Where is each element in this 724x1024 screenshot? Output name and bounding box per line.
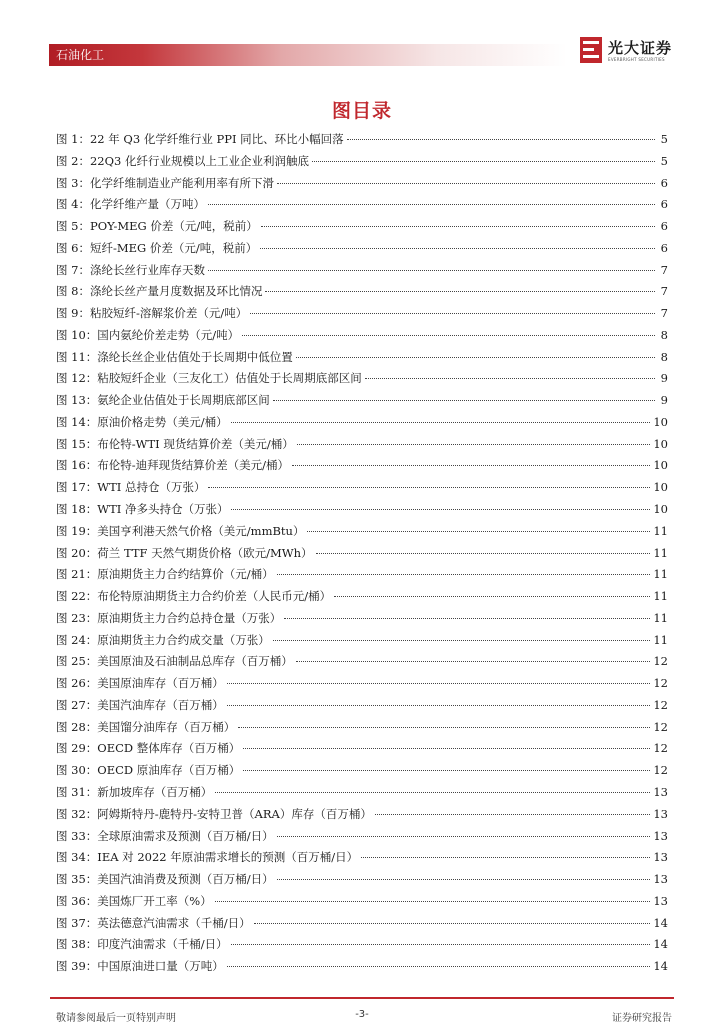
toc-entry[interactable] <box>56 303 668 325</box>
toc-leader-dots <box>347 138 655 140</box>
toc-entry-label: 图 23：原油期货主力合约总持仓量（万张） <box>56 610 282 625</box>
toc-entry[interactable] <box>56 412 668 434</box>
toc-leader-dots <box>292 464 650 466</box>
toc-leader-dots <box>242 334 655 336</box>
toc-leader-dots <box>208 269 655 271</box>
toc-leader-dots <box>208 486 650 488</box>
toc-entry-page: 7 <box>660 262 668 277</box>
toc-leader-dots <box>227 682 651 684</box>
toc-entry[interactable] <box>56 260 668 282</box>
toc-entry[interactable] <box>56 630 668 652</box>
toc-leader-dots <box>261 225 655 227</box>
toc-leader-dots <box>375 813 651 815</box>
toc-entry-label: 图 36：美国炼厂开工率（%） <box>56 893 212 908</box>
toc-leader-dots <box>208 203 655 205</box>
toc-entry[interactable] <box>56 499 668 521</box>
toc-entry-page: 7 <box>660 306 668 321</box>
toc-entry-label: 图 19：美国亨利港天然气价格（美元/mmBtu） <box>56 523 305 538</box>
toc-entry-label: 图 39：中国原油进口量（万吨） <box>56 959 224 974</box>
toc-entry-label: 图 9：粘胶短纤-溶解浆价差（元/吨） <box>56 306 248 321</box>
brand-logo-icon <box>580 37 602 63</box>
toc-entry-page: 6 <box>660 240 668 255</box>
toc-entry[interactable] <box>56 368 668 390</box>
toc-entry-page: 13 <box>653 850 668 865</box>
toc-entry-page: 5 <box>660 132 668 146</box>
toc-leader-dots <box>297 443 651 445</box>
brand-name: 光大证券 <box>608 39 673 57</box>
toc-entry[interactable] <box>56 543 668 565</box>
toc-entry-label: 图 34：IEA 对 2022 年原油需求增长的预测（百万桶/日） <box>56 850 359 865</box>
toc-entry[interactable] <box>56 695 668 717</box>
toc-entry-label: 图 5：POY-MEG 价差（元/吨，税前） <box>56 219 258 234</box>
toc-entry[interactable] <box>56 238 668 260</box>
toc-entry-label: 图 27：美国汽油库存（百万桶） <box>56 697 224 712</box>
toc-entry[interactable] <box>56 738 668 760</box>
toc-entry-page: 11 <box>653 523 668 538</box>
toc-entry-page: 11 <box>653 545 668 560</box>
toc-entry-page: 13 <box>653 893 668 908</box>
toc-leader-dots <box>312 160 655 162</box>
page-title: 图目录 <box>331 100 392 122</box>
toc-entry-label: 图 20：荷兰 TTF 天然气期货价格（欧元/MWh） <box>56 545 313 560</box>
toc-entry-page: 9 <box>660 393 668 408</box>
toc-leader-dots <box>273 399 655 401</box>
header-bar <box>49 44 567 66</box>
toc-entry-page: 13 <box>653 806 668 821</box>
toc-entry-label: 图 6：短纤-MEG 价差（元/吨，税前） <box>56 240 258 255</box>
page-number: -3- <box>355 1009 369 1020</box>
footer-divider <box>50 997 674 999</box>
toc-entry[interactable] <box>56 608 668 630</box>
toc-leader-dots <box>277 835 651 837</box>
toc-entry-page: 11 <box>653 610 668 625</box>
toc-leader-dots <box>307 530 650 532</box>
toc-entry[interactable] <box>56 151 668 173</box>
toc-entry[interactable] <box>56 956 668 978</box>
toc-entry-page: 11 <box>653 567 668 582</box>
toc-entry-label: 图 26：美国原油库存（百万桶） <box>56 676 224 691</box>
toc-entry-label: 图 11：涤纶长丝企业估值处于长周期中低位置 <box>56 349 293 364</box>
toc-entry-page: 10 <box>653 502 668 517</box>
toc-leader-dots <box>265 290 655 292</box>
toc-entry-page: 12 <box>653 741 668 756</box>
page-header <box>0 0 724 70</box>
brand-subtitle: EVERBRIGHT SECURITIES <box>608 57 665 62</box>
toc-leader-dots <box>215 900 651 902</box>
toc-entry-page: 6 <box>660 219 668 234</box>
toc-entry[interactable] <box>56 325 668 347</box>
toc-leader-dots <box>361 856 650 858</box>
toc-entry-label: 图 28：美国馏分油库存（百万桶） <box>56 719 236 734</box>
toc-entry[interactable] <box>56 782 668 804</box>
toc-leader-dots <box>296 660 651 662</box>
toc-entry-page: 12 <box>653 763 668 778</box>
toc-entry-page: 6 <box>660 197 668 212</box>
toc-leader-dots <box>284 617 650 619</box>
toc-entry-label: 图 3：化学纤维制造业产能利用率有所下滑 <box>56 175 274 190</box>
toc-entry-page: 12 <box>653 697 668 712</box>
toc-leader-dots <box>273 639 651 641</box>
toc-entry[interactable] <box>56 651 668 673</box>
toc-leader-dots <box>365 377 655 379</box>
toc-entry[interactable] <box>56 847 668 869</box>
toc-entry-label: 图 22：布伦特原油期货主力合约价差（人民币元/桶） <box>56 589 332 604</box>
toc-entry[interactable] <box>56 564 668 586</box>
toc-entry-label: 图 13：氨纶企业估值处于长周期底部区间 <box>56 393 270 408</box>
toc-entry-label: 图 2：22Q3 化纤行业规模以上工业企业利润触底 <box>56 153 310 168</box>
toc-entry[interactable] <box>56 173 668 195</box>
toc-entry[interactable] <box>56 194 668 216</box>
toc-entry[interactable] <box>56 586 668 608</box>
toc-entry[interactable] <box>56 869 668 891</box>
toc-entry-page: 5 <box>660 153 668 168</box>
toc-leader-dots <box>243 747 650 749</box>
toc-entry[interactable] <box>56 347 668 369</box>
toc-entry[interactable] <box>56 455 668 477</box>
toc-entry-page: 8 <box>660 349 668 364</box>
toc-entry-page: 6 <box>660 175 668 190</box>
toc-entry-label: 图 14：原油价格走势（美元/桶） <box>56 414 228 429</box>
toc-entry-page: 11 <box>653 589 668 604</box>
toc-leader-dots <box>215 791 650 793</box>
toc-leader-dots <box>316 552 651 554</box>
toc-entry-label: 图 29：OECD 整体库存（百万桶） <box>56 741 241 756</box>
toc-entry-page: 10 <box>653 436 668 451</box>
toc-leader-dots <box>260 247 655 249</box>
toc-entry[interactable] <box>56 129 668 151</box>
toc-entry[interactable] <box>56 477 668 499</box>
toc-entry[interactable] <box>56 760 668 782</box>
toc-entry-label: 图 30：OECD 原油库存（百万桶） <box>56 763 241 778</box>
toc-entry-page: 13 <box>653 828 668 843</box>
figure-list <box>56 129 668 978</box>
toc-entry[interactable] <box>56 913 668 935</box>
toc-leader-dots <box>334 595 650 597</box>
section-label: 石油化工 <box>56 48 105 62</box>
toc-entry-label: 图 15：布伦特-WTI 现货结算价差（美元/桶） <box>56 436 294 451</box>
toc-entry-page: 13 <box>653 872 668 887</box>
toc-leader-dots <box>243 769 650 771</box>
toc-entry-label: 图 38：印度汽油需求（千桶/日） <box>56 937 228 952</box>
toc-entry-label: 图 32：阿姆斯特丹-鹿特丹-安特卫普（ARA）库存（百万桶） <box>56 806 372 821</box>
toc-entry-page: 8 <box>660 327 668 342</box>
toc-leader-dots <box>231 943 651 945</box>
toc-entry-label: 图 16：布伦特-迪拜现货结算价差（美元/桶） <box>56 458 290 473</box>
toc-entry-page: 12 <box>653 676 668 691</box>
footer-disclaimer: 敬请参阅最后一页特别声明 <box>56 1013 176 1024</box>
toc-leader-dots <box>231 421 651 423</box>
toc-entry[interactable] <box>56 434 668 456</box>
toc-entry[interactable] <box>56 521 668 543</box>
brand-logo <box>580 37 680 67</box>
toc-entry-label: 图 24：原油期货主力合约成交量（万张） <box>56 632 270 647</box>
toc-entry-page: 14 <box>653 915 668 930</box>
toc-entry[interactable] <box>56 281 668 303</box>
toc-entry-page: 12 <box>653 654 668 669</box>
toc-entry-label: 图 17：WTI 总持仓（万张） <box>56 480 206 495</box>
toc-leader-dots <box>250 312 655 314</box>
toc-entry-label: 图 21：原油期货主力合约结算价（元/桶） <box>56 567 274 582</box>
toc-entry-label: 图 12：粘胶短纤企业（三友化工）估值处于长周期底部区间 <box>56 371 362 386</box>
toc-entry-page: 9 <box>660 371 668 386</box>
toc-entry-page: 12 <box>653 719 668 734</box>
toc-leader-dots <box>231 508 650 510</box>
toc-entry-page: 10 <box>653 480 668 495</box>
toc-entry-page: 14 <box>653 959 668 974</box>
toc-leader-dots <box>277 182 655 184</box>
toc-entry[interactable] <box>56 390 668 412</box>
toc-entry-label: 图 4：化学纤维产量（万吨） <box>56 197 205 212</box>
toc-entry-label: 图 37：英法德意汽油需求（千桶/日） <box>56 915 251 930</box>
toc-entry-label: 图 1：22 年 Q3 化学纤维行业 PPI 同比、环比小幅回落 <box>56 132 344 146</box>
toc-leader-dots <box>227 965 651 967</box>
toc-entry-label: 图 7：涤纶长丝行业库存天数 <box>56 262 205 277</box>
toc-leader-dots <box>254 922 651 924</box>
toc-entry[interactable] <box>56 717 668 739</box>
toc-entry-page: 14 <box>653 937 668 952</box>
toc-entry-label: 图 33：全球原油需求及预测（百万桶/日） <box>56 828 274 843</box>
toc-entry-label: 图 35：美国汽油消费及预测（百万桶/日） <box>56 872 274 887</box>
toc-entry-label: 图 25：美国原油及石油制品总库存（百万桶） <box>56 654 293 669</box>
toc-leader-dots <box>238 726 650 728</box>
toc-entry-page: 7 <box>660 284 668 299</box>
toc-entry[interactable] <box>56 804 668 826</box>
toc-entry[interactable] <box>56 673 668 695</box>
toc-leader-dots <box>277 573 651 575</box>
toc-entry-page: 13 <box>653 784 668 799</box>
toc-entry-label: 图 18：WTI 净多头持仓（万张） <box>56 502 229 517</box>
toc-entry-page: 10 <box>653 458 668 473</box>
toc-entry[interactable] <box>56 216 668 238</box>
toc-entry-label: 图 8：涤纶长丝产量月度数据及环比情况 <box>56 284 263 299</box>
toc-entry-label: 图 31：新加坡库存（百万桶） <box>56 784 213 799</box>
toc-leader-dots <box>277 878 651 880</box>
toc-entry-page: 10 <box>653 414 668 429</box>
toc-leader-dots <box>296 356 655 358</box>
toc-entry-label: 图 10：国内氨纶价差走势（元/吨） <box>56 327 240 342</box>
toc-leader-dots <box>227 704 651 706</box>
footer-report-type: 证券研究报告 <box>612 1013 672 1024</box>
toc-entry-page: 11 <box>653 632 668 647</box>
toc-entry[interactable] <box>56 891 668 913</box>
toc-entry[interactable] <box>56 934 668 956</box>
toc-entry[interactable] <box>56 826 668 848</box>
